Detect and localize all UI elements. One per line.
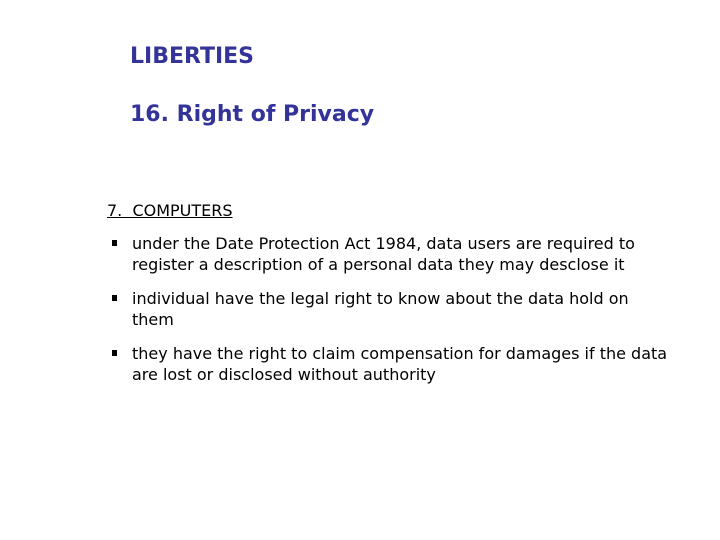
bullet-item (112, 233, 672, 275)
square-bullet-icon (112, 295, 117, 301)
bullet-item (112, 343, 672, 385)
square-bullet-icon (112, 350, 117, 356)
slide-title: LIBERTIES (130, 44, 255, 69)
square-bullet-icon (112, 240, 117, 246)
bullet-list (112, 233, 672, 398)
slide-subtitle: 16. Right of Privacy (130, 102, 375, 127)
bullet-text: under the Date Protection Act 1984, data users are required to register a description of a personal data they may desclose it (132, 234, 635, 274)
bullet-text: individual have the legal right to know about the data hold on them (132, 289, 629, 329)
section-heading: 7. COMPUTERS (107, 201, 233, 220)
bullet-item (112, 288, 672, 330)
bullet-text: they have the right to claim compensation for damages if the data are lost or disclosed without authority (132, 344, 668, 384)
